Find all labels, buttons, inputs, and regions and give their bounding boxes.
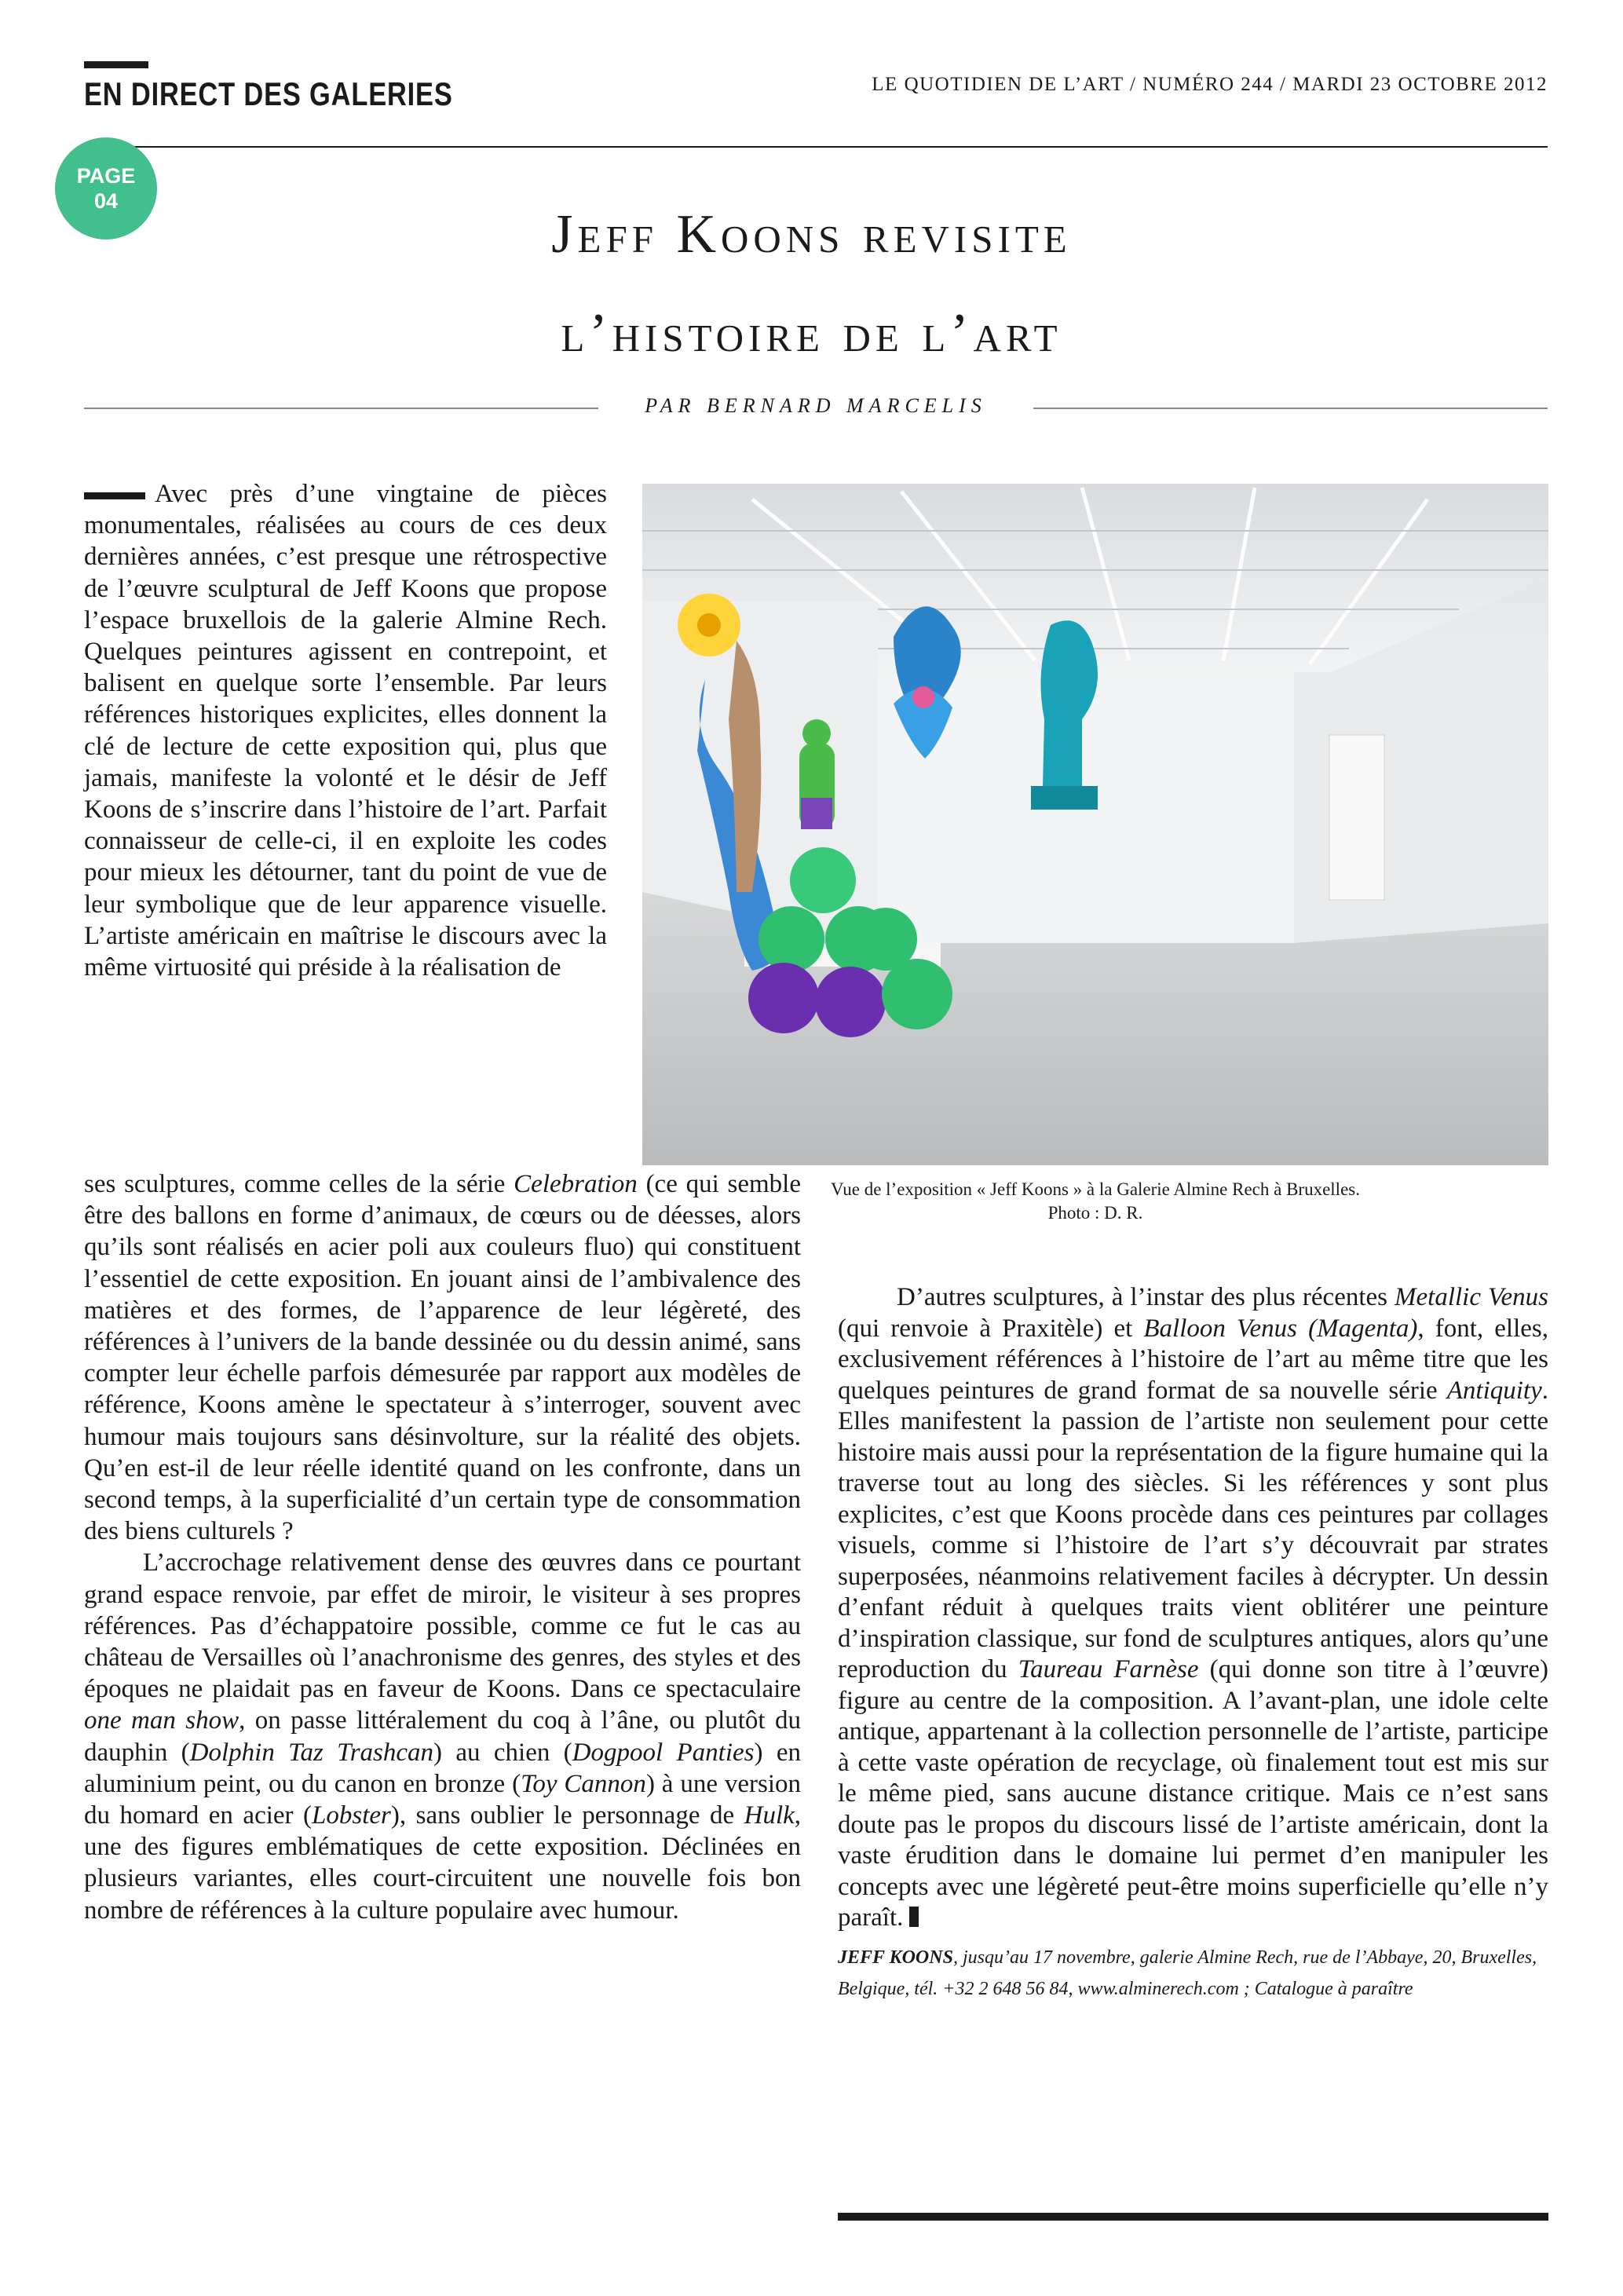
title-line-1: Jeff Koons revisite [551, 204, 1072, 265]
text-run: (ce qui semble être des ballons en forme d’animaux, de cœurs ou de déesses, alors qu’ils sont réalisés en acier poli aux couleurs fluo) qui constituent l’essentiel de cette exposition. En jouant ainsi de l’ambivalence des matières et des formes, de l’apparence de leur légèreté, des références à l’univers de la bande dessinée ou du dessin animé, sans compter leur échelle parfois démesurée par rapport aux modèles de référence, Koons amène le spectateur à s’interroger, souvent avec humour mais toujours sans désinvolture, sur la réalité des objets. Qu’en est-il de leur réelle identité quand on les confronte, dans un second temps, à la superficialité d’un certain type de consommation des biens culturels ? [84, 1170, 801, 1546]
italic-title: Hulk [744, 1801, 795, 1830]
italic-title: Balloon Venus (Magenta) [1143, 1314, 1418, 1343]
text-run: ses sculptures, comme celles de la série [84, 1170, 514, 1198]
italic-title: one man show [84, 1706, 239, 1735]
info-details: , jusqu’au 17 novembre, galerie Almine Rech, rue de l’Abbaye, 20, Bruxelles, Belgique, tél. +32 2 648 56 84, www.alminerech.com ; Catalogue à paraître [838, 1947, 1537, 1999]
info-artist-name: JEFF KOONS [838, 1947, 953, 1968]
text-run: ) au chien ( [433, 1738, 572, 1767]
header-rule [84, 146, 1548, 148]
text-run: , font, elles, exclusivement références à l’histoire de l’art au même titre que les quelques peintures de grand format de sa nouvelle série [838, 1314, 1548, 1405]
byline: PAR BERNARD MARCELIS [645, 394, 987, 417]
italic-title: Lobster [312, 1801, 391, 1830]
text-run: L’accrochage relativement dense des œuvres dans ce pourtant grand espace renvoie, par effet de miroir, le visiteur à ses propres références. Pas d’échappatoire possible, comme ce fut le cas au château de Versailles où l’anachronisme des genres, des styles et des époques ne plaidait pas en faveur de Koons. Dans ce spectaculaire [84, 1548, 801, 1704]
title-line-2: l’histoire de l’art [561, 303, 1062, 364]
byline-block [84, 394, 1548, 421]
end-of-article-mark [909, 1907, 919, 1927]
article-title [314, 185, 1309, 383]
italic-title: Toy Cannon [521, 1769, 646, 1798]
gallery-illustration [642, 484, 1548, 1165]
text-run: (qui renvoie à Praxitèle) et [838, 1314, 1144, 1343]
intro-paragraph [84, 478, 607, 983]
byline-rule-right [1033, 408, 1548, 409]
italic-title: Taureau Farnèse [1018, 1655, 1199, 1684]
masthead: LE QUOTIDIEN DE L’ART / NUMÉRO 244 / MARDI 23 OCTOBRE 2012 [872, 74, 1548, 95]
intro-text: Avec près d’une vingtaine de pièces monumentales, réalisées au cours de ces deux dernières années, c’est presque une rétrospective de l’œuvre sculptural de Jeff Koons que propose l’espace bruxellois de la galerie Almine Rech. Quelques peintures agissent en contrepoint, et balisent en quelque sorte l’ensemble. Par leurs références historiques explicites, elles donnent la clé de lecture de cette exposition qui, plus que jamais, manifeste la volonté et le désir de Jeff Koons de s’inscrire dans l’histoire de l’art. Parfait connaisseur de celle-ci, il en exploite les codes pour mieux les détourner, tant du point de vue de leur symbolique que de leur apparence visuelle. L’artiste américain en maîtrise le discours avec la même virtuosité qui préside à la réalisation de [84, 480, 607, 982]
text-run: ) à une version du homard en acier ( [84, 1769, 801, 1830]
paragraph-3 [838, 1282, 1548, 1934]
text-run: (qui donne son titre à l’œuvre) figure au centre de la composition. A l’avant-plan, une idole celte antique, appartenant à la collection personnelle de l’artiste, participe à cette vaste opération de recyclage, où finalement tout est mis sur le même pied, sans aucune distance critique. Mais ce n’est sans doute pas le propos du discours lissé de l’artiste américain, dont la vaste érudition dans le domaine lui permet d’en manipuler les concepts avec une légèreté peut-être moins superficielle qu’elle n’y paraît. [838, 1655, 1548, 1932]
right-text-column [838, 1282, 1548, 2005]
text-run: ) en aluminium peint, ou du canon en bronze ( [84, 1738, 801, 1798]
italic-title: Metallic Venus [1395, 1283, 1548, 1311]
text-run: , une des figures emblématiques de cette exposition. Déclinées en plusieurs variantes, elles court-circuitent une nouvelle fois bon nombre de références à la culture populaire avec humour. [84, 1801, 802, 1925]
paragraph-2 [84, 1547, 801, 1925]
exhibition-info [838, 1942, 1548, 2005]
section-top-bar [84, 61, 148, 68]
intro-column [84, 478, 607, 983]
caption-line-1: Vue de l’exposition « Jeff Koons » à la Galerie Almine Rech à Bruxelles. [831, 1179, 1360, 1199]
left-text-column [84, 1168, 801, 1926]
lead-marker [84, 492, 145, 499]
section-label: EN DIRECT DES GALERIES [84, 75, 453, 112]
italic-title: Celebration [514, 1170, 638, 1198]
text-run: , on passe littéralement du coq à l’âne, ou plutôt du dauphin ( [84, 1706, 801, 1767]
bottom-bar [838, 2213, 1548, 2221]
italic-title: Dogpool Panties [572, 1738, 755, 1767]
italic-title: Antiquity [1446, 1376, 1542, 1405]
page-badge [55, 137, 157, 239]
page-badge-number: 04 [93, 189, 119, 213]
paragraph-1-continued [84, 1168, 801, 1547]
text-run: . Elles manifestent la passion de l’artiste non seulement pour cette histoire mais aussi pour la représentation de la figure humaine qui la traverse tout au long des siècles. Si les références y sont plus explicites, c’est que Koons procède dans ces peintures par collages visuels, comme si l’histoire de l’art s’y découvrait par strates superposées, néanmoins relativement faciles à décrypter. Un dessin d’enfant réduit à quelques traits vient oblitérer une peinture d’inspiration classique, sur fond de sculptures antiques, alors qu’une reproduction du [838, 1376, 1548, 1684]
caption-line-2: Photo : D. R. [1047, 1203, 1143, 1223]
text-run: D’autres sculptures, à l’instar des plus récentes [897, 1283, 1395, 1311]
text-run: ), sans oublier le personnage de [390, 1801, 744, 1830]
exhibition-photo [642, 484, 1548, 1165]
page-badge-label: PAGE [76, 164, 136, 188]
italic-title: Dolphin Taz Trashcan [189, 1738, 434, 1767]
